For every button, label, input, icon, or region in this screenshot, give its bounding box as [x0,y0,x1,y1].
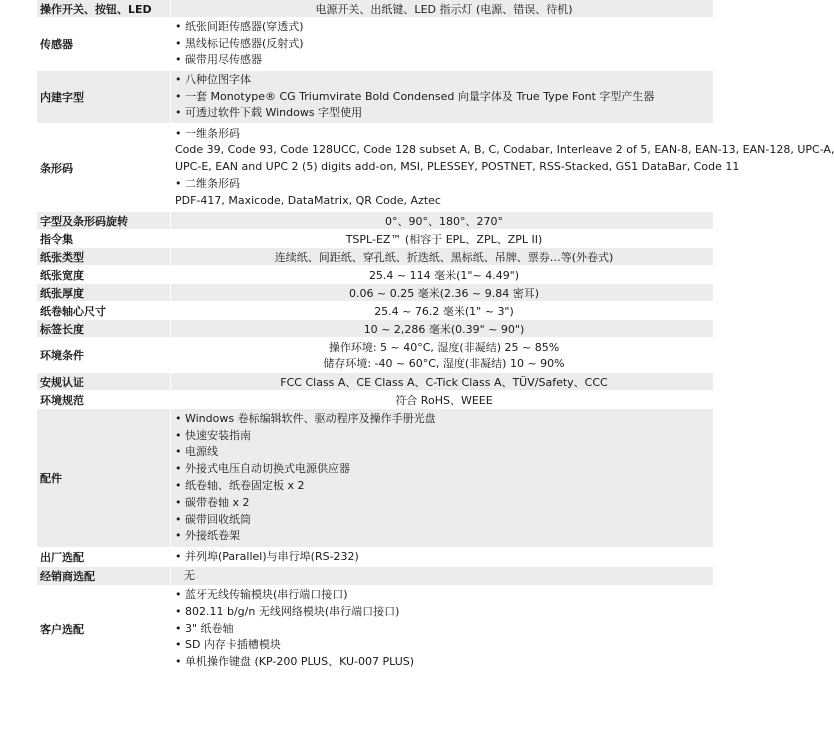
spec-table [37,0,834,673]
spec-row-controls [37,0,713,18]
row-value [171,230,713,247]
row-value [171,548,713,566]
row-label: 字型及条形码旋转 [37,212,171,229]
row-value-text: FCC Class A、CE Class A、C-Tick Class A、TÜV/Safety、CCC [280,375,608,389]
row-label: 出厂选配 [37,548,171,566]
spec-row-factory-options [37,548,713,567]
row-label: 安规认证 [37,373,171,390]
row-label: 环境规范 [37,391,171,408]
list-item: • 并列埠(Parallel)与串行埠(RS-232) [175,549,359,563]
row-value-text: TSPL-EZ™ (相容于 EPL、ZPL、ZPL II) [345,232,543,246]
spec-row-media-width [37,266,713,284]
spec-row-certifications [37,373,713,391]
row-label: 传感器 [37,18,171,70]
spec-row-commands [37,230,713,248]
spec-row-barcodes [37,124,834,212]
row-value [171,212,713,229]
spec-row-label-length [37,320,713,338]
row-value-text: 符合 RoHS、WEEE [395,393,493,407]
list-item: • 二维条形码 [175,176,240,190]
row-value [171,302,713,319]
row-label: 纸张宽度 [37,266,171,283]
list-item: • 黑线标记传感器(反射式) [175,36,304,50]
row-value-text: 25.4 ~ 76.2 毫米(1" ~ 3") [374,304,514,318]
spec-row-rotation [37,212,713,230]
list-item: • 八种位图字体 [175,72,251,86]
row-label: 内建字型 [37,71,171,123]
list-item: • 一维条形码 [175,126,240,140]
row-label: 指令集 [37,230,171,247]
row-value [171,338,713,372]
row-value [171,373,713,390]
list-item: • 3" 纸卷轴 [175,621,234,635]
row-value [171,266,713,283]
row-label: 纸卷轴心尺寸 [37,302,171,319]
row-value [171,391,713,408]
row-value [171,586,713,672]
row-value-text: 电源开关、出纸键、LED 指示灯 (电源、错误、待机) [315,2,573,16]
column-divider [170,0,171,694]
list-item-text: UPC-E, EAN and UPC 2 (5) digits add-on, MSI, PLESSEY, POSTNET, RSS-Stacked, GS1 DataBar, Code 11 [175,160,740,174]
list-item: 无 [184,568,195,582]
list-item: • 可透过软件下载 Windows 字型使用 [175,106,363,120]
spec-row-environment [37,338,713,373]
list-item-text: Code 39, Code 93, Code 128UCC, Code 128 subset A, B, C, Codabar, Interleave 2 of 5, EAN-8, EAN-13, EAN-128, UPC-A, [175,143,834,157]
list-item: • 蓝牙无线传输模块(串行端口接口) [175,588,348,601]
list-item: • 纸卷轴、纸卷固定板 x 2 [175,479,305,492]
row-value-text: 连续纸、间距纸、穿孔纸、折迭纸、黑标纸、吊牌、票券…等(外卷式) [274,250,614,264]
row-value [171,124,834,211]
list-item: • 碳带卷轴 x 2 [175,495,250,509]
spec-row-media-thickness [37,284,713,302]
row-value [171,320,713,337]
list-item: • Windows 卷标编辑软件、驱动程序及操作手册光盘 [175,411,436,425]
spec-row-core-size [37,302,713,320]
row-value [171,0,713,17]
row-label: 配件 [37,409,171,547]
list-item: • 单机操作键盘 (KP-200 PLUS、KU-007 PLUS) [175,655,415,669]
list-item: • 快速安装指南 [175,428,251,442]
row-value-text: 0.06 ~ 0.25 毫米(2.36 ~ 9.84 密耳) [349,286,539,300]
spec-row-accessories [37,409,713,548]
row-value [171,18,713,70]
spec-row-sensors [37,18,713,71]
row-label: 环境条件 [37,338,171,372]
row-value-text: 25.4 ~ 114 毫米(1"~ 4.49") [368,268,520,282]
row-value-text: 0°、90°、180°、270° [385,214,503,228]
row-label: 客户选配 [37,586,171,672]
row-label: 标签长度 [37,320,171,337]
list-item: • 电源线 [175,445,218,459]
list-item: • 纸张间距传感器(穿透式) [175,19,304,33]
list-item: • 802.11 b/g/n 无线网络模块(串行端口接口) [175,604,400,618]
list-item: • 外接纸卷架 [175,529,240,543]
list-item: • 外接式电压自动切换式电源供应器 [175,462,350,476]
spec-row-media-type [37,248,713,266]
row-value [171,409,713,547]
row-value [171,71,713,123]
list-item: • 碳带回收纸筒 [175,512,251,526]
row-label: 操作开关、按钮、LED [37,0,171,17]
list-item: • 一套 Monotype® CG Triumvirate Bold Condensed 向量字体及 True Type Font 字型产生器 [175,89,655,103]
list-item: • 碳带用尽传感器 [175,53,262,67]
row-value [171,248,713,265]
spec-row-user-options [37,586,713,673]
row-label: 纸张类型 [37,248,171,265]
row-label: 纸张厚度 [37,284,171,301]
row-value-text: 操作环境: 5 ~ 40°C, 湿度(非凝结) 25 ~ 85% [328,341,560,354]
row-value-text: 储存环境: -40 ~ 60°C, 湿度(非凝结) 10 ~ 90% [323,357,565,370]
row-value [171,284,713,301]
spec-row-compliance [37,391,713,409]
row-value-text: 10 ~ 2,286 毫米(0.39" ~ 90") [363,322,525,336]
row-value [171,567,713,585]
spec-row-dealer-options [37,567,713,586]
list-item: • SD 内存卡插槽模块 [175,638,281,652]
spec-row-fonts [37,71,713,124]
list-item-text: PDF-417, Maxicode, DataMatrix, QR Code, Aztec [175,193,441,207]
row-label: 经销商选配 [37,567,171,585]
row-label: 条形码 [37,124,171,211]
